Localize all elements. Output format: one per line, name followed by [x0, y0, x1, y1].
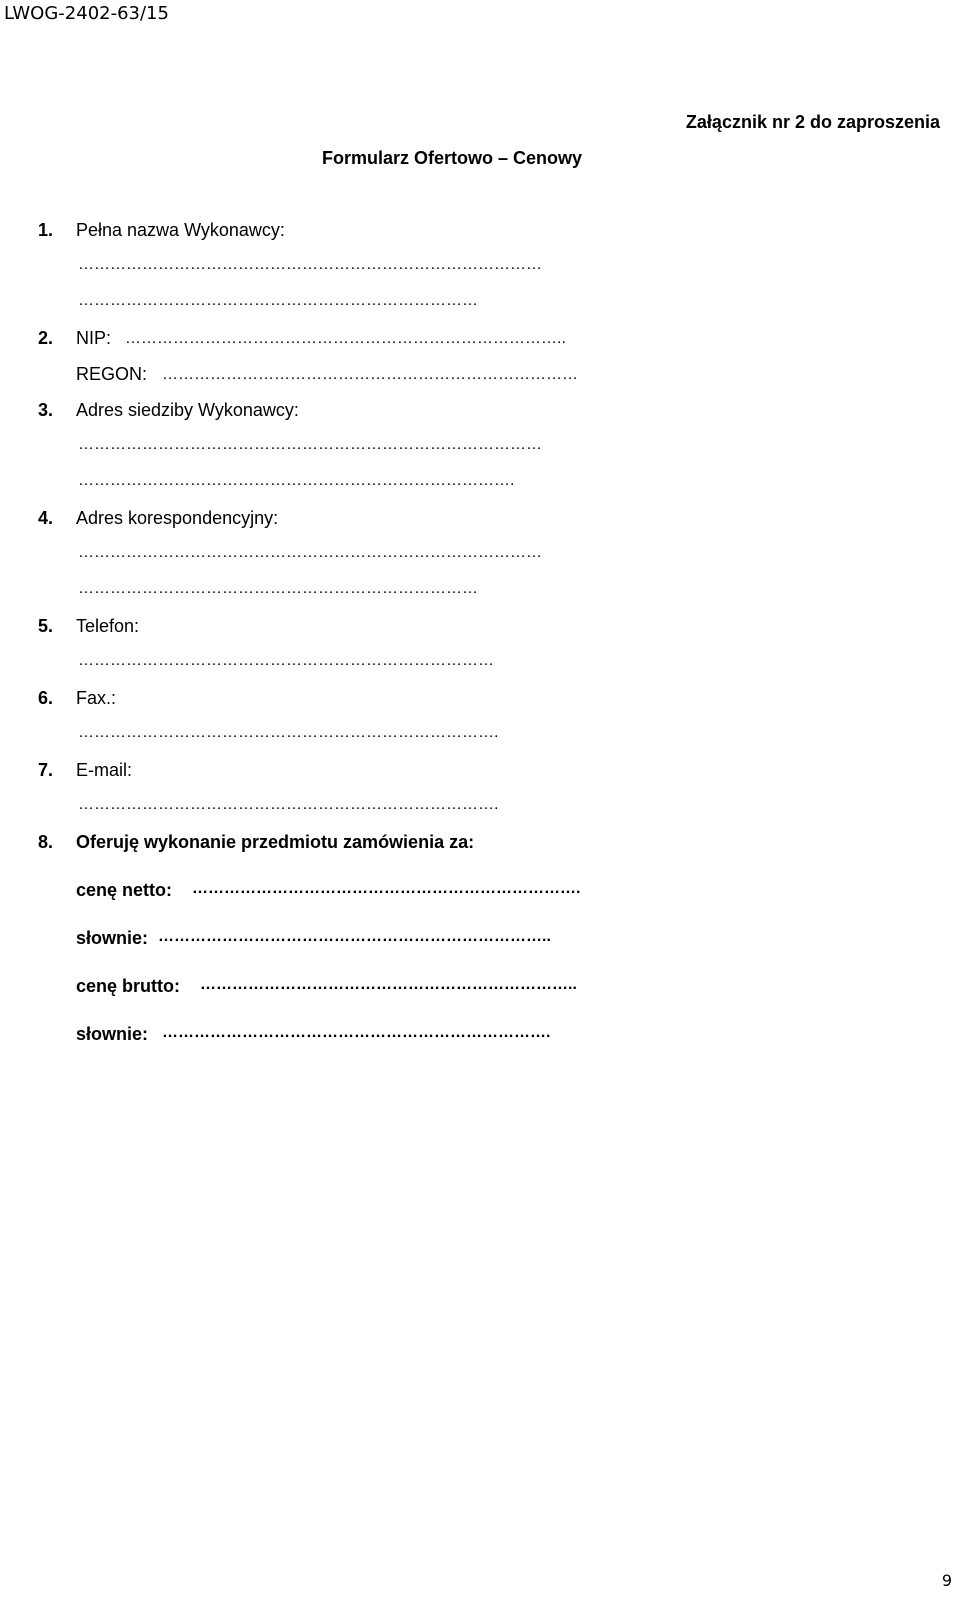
gross-price-line[interactable]: ……………………………………………………………..: [200, 976, 577, 993]
correspondence-address-line-1[interactable]: ……………………………………………………………………………: [78, 544, 542, 561]
field-number: 4.: [38, 508, 54, 528]
field-number: 6.: [38, 688, 54, 708]
email-line[interactable]: …………………………………………………………………….: [78, 796, 499, 813]
registered-address-line-1[interactable]: ……………………………………………………………………………: [78, 436, 542, 453]
correspondence-address-label: Adres korespondencyjny:: [76, 508, 279, 528]
gross-price-words-label: słownie:: [76, 1024, 149, 1044]
form-title: Formularz Ofertowo – Cenowy: [322, 148, 583, 168]
net-price-label: cenę netto:: [76, 880, 173, 900]
field-number: 7.: [38, 760, 54, 780]
contractor-name-line-2[interactable]: …………………………………………………………………: [78, 292, 478, 309]
correspondence-address-line-2[interactable]: …………………………………………………………………: [78, 580, 478, 597]
net-price-words-label: słownie:: [76, 928, 149, 948]
registered-address-line-2[interactable]: ……………………………………………………………………….: [78, 472, 515, 489]
contractor-name-label: Pełna nazwa Wykonawcy:: [76, 220, 285, 240]
regon-line[interactable]: ……………………………………………………………………: [162, 366, 578, 383]
document-reference: LWOG-2402-63/15: [4, 3, 169, 24]
registered-address-label: Adres siedziby Wykonawcy:: [76, 400, 299, 420]
fax-line[interactable]: …………………………………………………………………….: [78, 724, 499, 741]
regon-label: REGON:: [76, 364, 148, 384]
nip-line[interactable]: ………………………………………………………………………..: [125, 330, 566, 347]
field-number: 5.: [38, 616, 54, 636]
contractor-name-line-1[interactable]: ……………………………………………………………………………: [78, 256, 542, 273]
attachment-label: Załącznik nr 2 do zaproszenia: [685, 112, 940, 132]
field-number: 2.: [38, 328, 54, 348]
offer-statement: Oferuję wykonanie przedmiotu zamówienia za:: [76, 832, 475, 852]
net-price-words-line[interactable]: ………………………………………………………………..: [158, 928, 551, 945]
phone-line[interactable]: ……………………………………………………………………: [78, 652, 494, 669]
phone-label: Telefon:: [76, 616, 140, 636]
page-number: 9: [941, 1571, 952, 1590]
field-number: 8.: [38, 832, 54, 852]
net-price-line[interactable]: ……………………………………………………………….: [192, 880, 581, 897]
gross-price-label: cenę brutto:: [76, 976, 181, 996]
field-number: 1.: [38, 220, 54, 240]
fax-label: Fax.:: [76, 688, 117, 708]
email-label: E-mail:: [76, 760, 133, 780]
gross-price-words-line[interactable]: ……………………………………………………………….: [162, 1024, 551, 1041]
field-number: 3.: [38, 400, 54, 420]
nip-label: NIP:: [76, 328, 112, 348]
